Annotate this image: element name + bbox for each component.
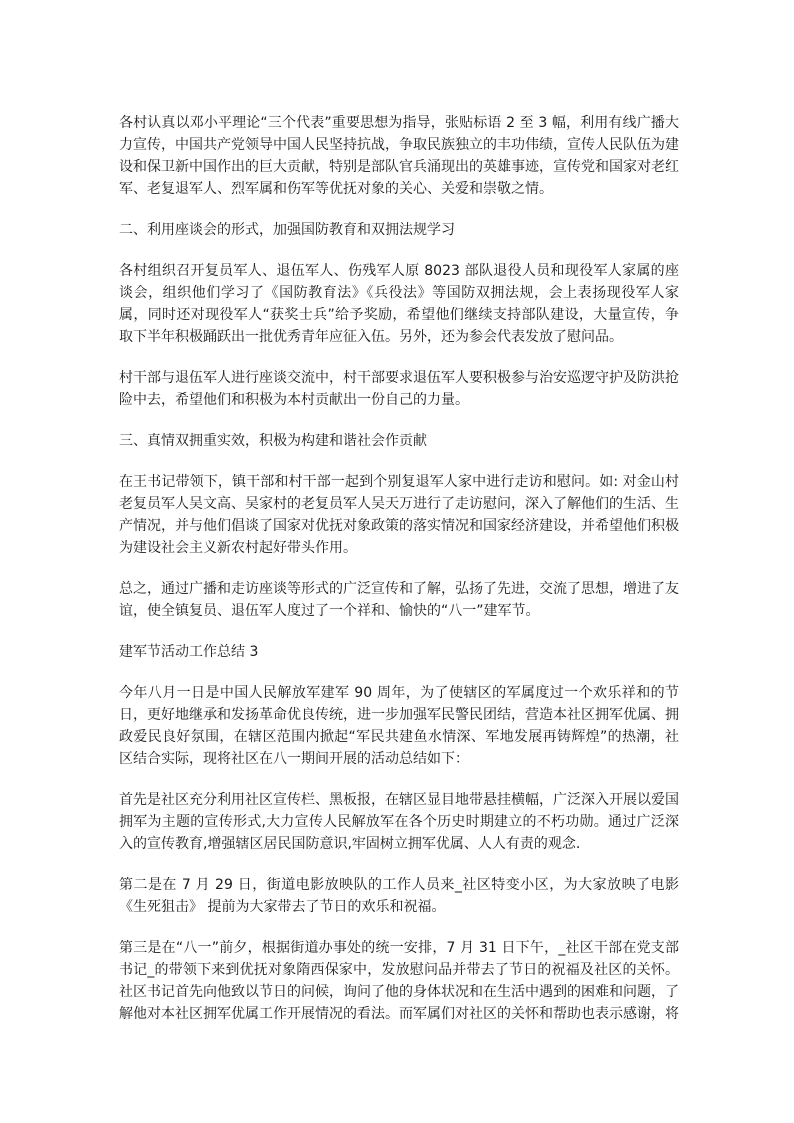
paragraph-third: 第三是在“八一”前夕，根据街道办事处的统一安排，7 月 31 日下午，_社区干部在党支部书记_的带领下来到优抚对象隋西保家中，发放慰问品并带去了节日的祝福及社区的关怀。社区书记首先向他致以节日的问候，询问了他的身体状况和在生活中遇到的困难和问题，了解他对本社区拥军优属工作开展情况的看法。而军属们对社区的关怀和帮助也表示感谢，将 [119, 940, 679, 1022]
paragraph-anniversary: 今年八月一日是中国人民解放军建军 90 周年，为了使辖区的军属度过一个欢乐祥和的节日，更好地继承和发扬革命优良传统，进一步加强军民警民团结，营造本社区拥军优属、拥政爱民良好氛围，在辖区范围内掀起“军民共建鱼水情深、军地发展再铸辉煌”的热潮，社区结合实际，现将社区在八一期间开展的活动总结如下： [119, 685, 679, 767]
paragraph-visits: 在王书记带领下，镇干部和村干部一起到个别复退军人家中进行走访和慰问。如: 对金山村老复员军人吴文高、吴家村的老复员军人吴天万进行了走访慰问，深入了解他们的生活、生产情况，并与他们倡谈了国家对优抚对象政策的落实情况和国家经济建设，并希望他们积极为建设社会主义新农村起好带头作用。 [119, 474, 679, 556]
document-page [119, 112, 679, 1044]
paragraph-first: 首先是社区充分利用社区宣传栏、黑板报，在辖区显目地带悬挂横幅，广泛深入开展以爱国拥军为主题的宣传形式,大力宣传人民解放军在各个历史时期建立的不朽功勋。通过广泛深入的宣传教育,增强辖区居民国防意识,牢固树立拥军优属、人人有责的观念. [119, 792, 679, 852]
section-heading-3: 三、真情双拥重实效，积极为构建和谐社会作贡献 [119, 433, 427, 449]
report-title-3: 建军节活动工作总结 3 [119, 644, 259, 660]
paragraph-slogans: 各村认真以邓小平理论“三个代表”重要思想为指导，张贴标语 2 至 3 幅，利用有线广播大力宣传，中国共产党领导中国人民坚持抗战，争取民族独立的丰功伟绩，宣传人民队伍为建设和保卫新中国作出的巨大贡献，特别是部队官兵涌现出的英雄事迹，宣传党和国家对老红军、老复退军人、烈军属和伤军等优抚对象的关心、关爱和崇敬之情。 [119, 115, 679, 197]
paragraph-summary: 总之，通过广播和走访座谈等形式的广泛宣传和了解，弘扬了先进，交流了思想，增进了友谊，使全镇复员、退伍军人度过了一个祥和、愉快的“八一”建军节。 [119, 581, 679, 619]
section-heading-2: 二、利用座谈会的形式，加强国防教育和双拥法规学习 [119, 222, 455, 238]
paragraph-second: 第二是在 7 月 29 日，街道电影放映队的工作人员来_社区特变小区，为大家放映了电影《生死狙击》 提前为大家带去了节日的欢乐和祝福。 [119, 877, 679, 915]
paragraph-forum: 各村组织召开复员军人、退伍军人、伤残军人原 8023 部队退役人员和现役军人家属的座谈会，组织他们学习了《国防教育法》《兵役法》等国防双拥法规，会上表扬现役军人家属，同时还对现役军人“获奖士兵”给予奖励，希望他们继续支持部队建设，大量宣传，争取下半年积极踊跃出一批优秀青年应征入伍。另外，还为参会代表发放了慰问品。 [119, 263, 679, 345]
paragraph-village-cadres: 村干部与退伍军人进行座谈交流中，村干部要求退伍军人要积极参与治安巡逻守护及防洪抢险中去，希望他们和积极为本村贡献出一份自己的力量。 [119, 370, 679, 408]
